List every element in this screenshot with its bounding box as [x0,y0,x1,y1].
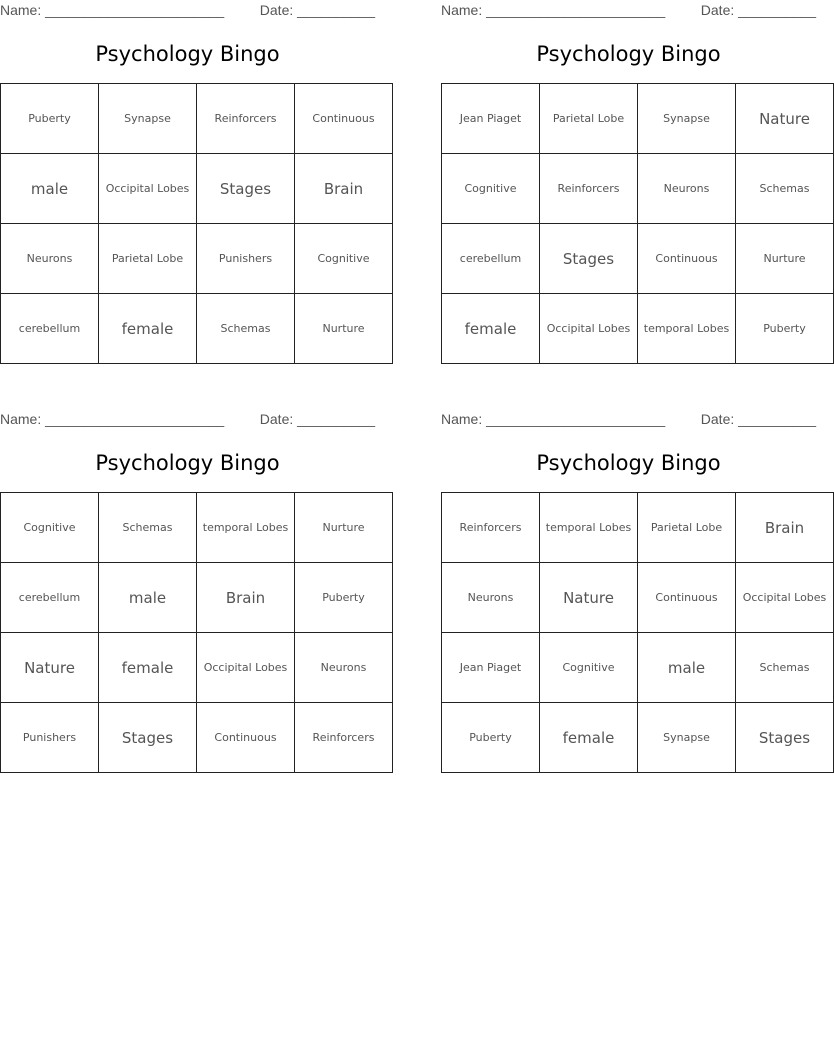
bingo-cell: Nature [736,84,834,154]
bingo-cell: Stages [99,703,197,773]
bingo-row [1,703,393,773]
bingo-cell: Nurture [736,224,834,294]
bingo-cell: Synapse [638,84,736,154]
bingo-cell: Schemas [99,493,197,563]
bingo-row [442,703,834,773]
bingo-cell: Punishers [1,703,99,773]
bingo-cell: temporal Lobes [540,493,638,563]
bingo-cell: Brain [736,493,834,563]
bingo-cell: Schemas [736,154,834,224]
bingo-cell: Continuous [295,84,393,154]
bingo-cell: temporal Lobes [638,294,736,364]
bingo-cell: Jean Piaget [442,84,540,154]
bingo-cell: Punishers [197,224,295,294]
bingo-row [442,294,834,364]
bingo-cell: Continuous [638,224,736,294]
bingo-row [442,563,834,633]
bingo-row [442,493,834,563]
bingo-row [442,633,834,703]
bingo-row [1,154,393,224]
bingo-cell: Parietal Lobe [99,224,197,294]
bingo-cell: Neurons [638,154,736,224]
date-field: Date: __________ [700,2,816,18]
bingo-card [441,409,827,747]
bingo-row [1,294,393,364]
bingo-row [1,84,393,154]
bingo-cell: male [1,154,99,224]
bingo-cell: temporal Lobes [197,493,295,563]
bingo-grid [441,492,834,773]
bingo-cell: cerebellum [1,294,99,364]
bingo-cell: Stages [736,703,834,773]
bingo-cell: female [99,294,197,364]
bingo-cell: cerebellum [442,224,540,294]
bingo-cell: Stages [540,224,638,294]
date-field: Date: __________ [700,411,816,427]
bingo-cell: Synapse [99,84,197,154]
bingo-row [1,633,393,703]
card-header-fields [0,409,375,431]
bingo-cell: Occipital Lobes [540,294,638,364]
bingo-cell: Puberty [1,84,99,154]
card-title: Psychology Bingo [95,451,280,475]
bingo-cell: Continuous [638,563,736,633]
bingo-cell: Reinforcers [540,154,638,224]
bingo-cell: female [99,633,197,703]
bingo-cell: Cognitive [540,633,638,703]
date-field: Date: __________ [259,411,375,427]
bingo-row [442,224,834,294]
bingo-cell: Puberty [295,563,393,633]
card-title: Psychology Bingo [536,42,721,66]
bingo-cell: Reinforcers [295,703,393,773]
bingo-cell: cerebellum [1,563,99,633]
bingo-row [1,493,393,563]
card-title: Psychology Bingo [536,451,721,475]
bingo-row [1,224,393,294]
card-header-fields [441,409,816,431]
bingo-cell: Nurture [295,294,393,364]
bingo-grid [441,83,834,364]
name-field: Name: _______________________ [441,411,666,427]
bingo-cell: Puberty [442,703,540,773]
bingo-cell: Reinforcers [197,84,295,154]
bingo-row [442,84,834,154]
bingo-cell: Cognitive [295,224,393,294]
bingo-cell: male [638,633,736,703]
bingo-cell: Neurons [1,224,99,294]
name-field: Name: _______________________ [0,2,225,18]
bingo-cell: Brain [295,154,393,224]
bingo-card [0,0,375,338]
bingo-cell: Occipital Lobes [736,563,834,633]
bingo-cell: Parietal Lobe [638,493,736,563]
bingo-cell: female [442,294,540,364]
card-header-fields [0,0,375,22]
bingo-cell: Schemas [736,633,834,703]
name-field: Name: _______________________ [0,411,225,427]
bingo-cell: Neurons [295,633,393,703]
date-field: Date: __________ [259,2,375,18]
bingo-row [1,563,393,633]
bingo-cell: Nature [1,633,99,703]
bingo-cell: Occipital Lobes [99,154,197,224]
bingo-grid [0,492,393,773]
bingo-cell: male [99,563,197,633]
bingo-cell: Synapse [638,703,736,773]
bingo-cell: Cognitive [1,493,99,563]
bingo-cell: Occipital Lobes [197,633,295,703]
card-title: Psychology Bingo [95,42,280,66]
card-header-fields [441,0,816,22]
bingo-row [442,154,834,224]
bingo-card [0,409,375,747]
bingo-cell: Reinforcers [442,493,540,563]
bingo-cell: Puberty [736,294,834,364]
bingo-card [441,0,816,338]
bingo-cell: Nurture [295,493,393,563]
name-field: Name: _______________________ [441,2,666,18]
bingo-cell: female [540,703,638,773]
bingo-cell: Continuous [197,703,295,773]
bingo-cell: Schemas [197,294,295,364]
bingo-cell: Jean Piaget [442,633,540,703]
bingo-cell: Cognitive [442,154,540,224]
bingo-cell: Brain [197,563,295,633]
bingo-grid [0,83,393,364]
bingo-cell: Parietal Lobe [540,84,638,154]
bingo-cell: Neurons [442,563,540,633]
bingo-cell: Stages [197,154,295,224]
bingo-cell: Nature [540,563,638,633]
